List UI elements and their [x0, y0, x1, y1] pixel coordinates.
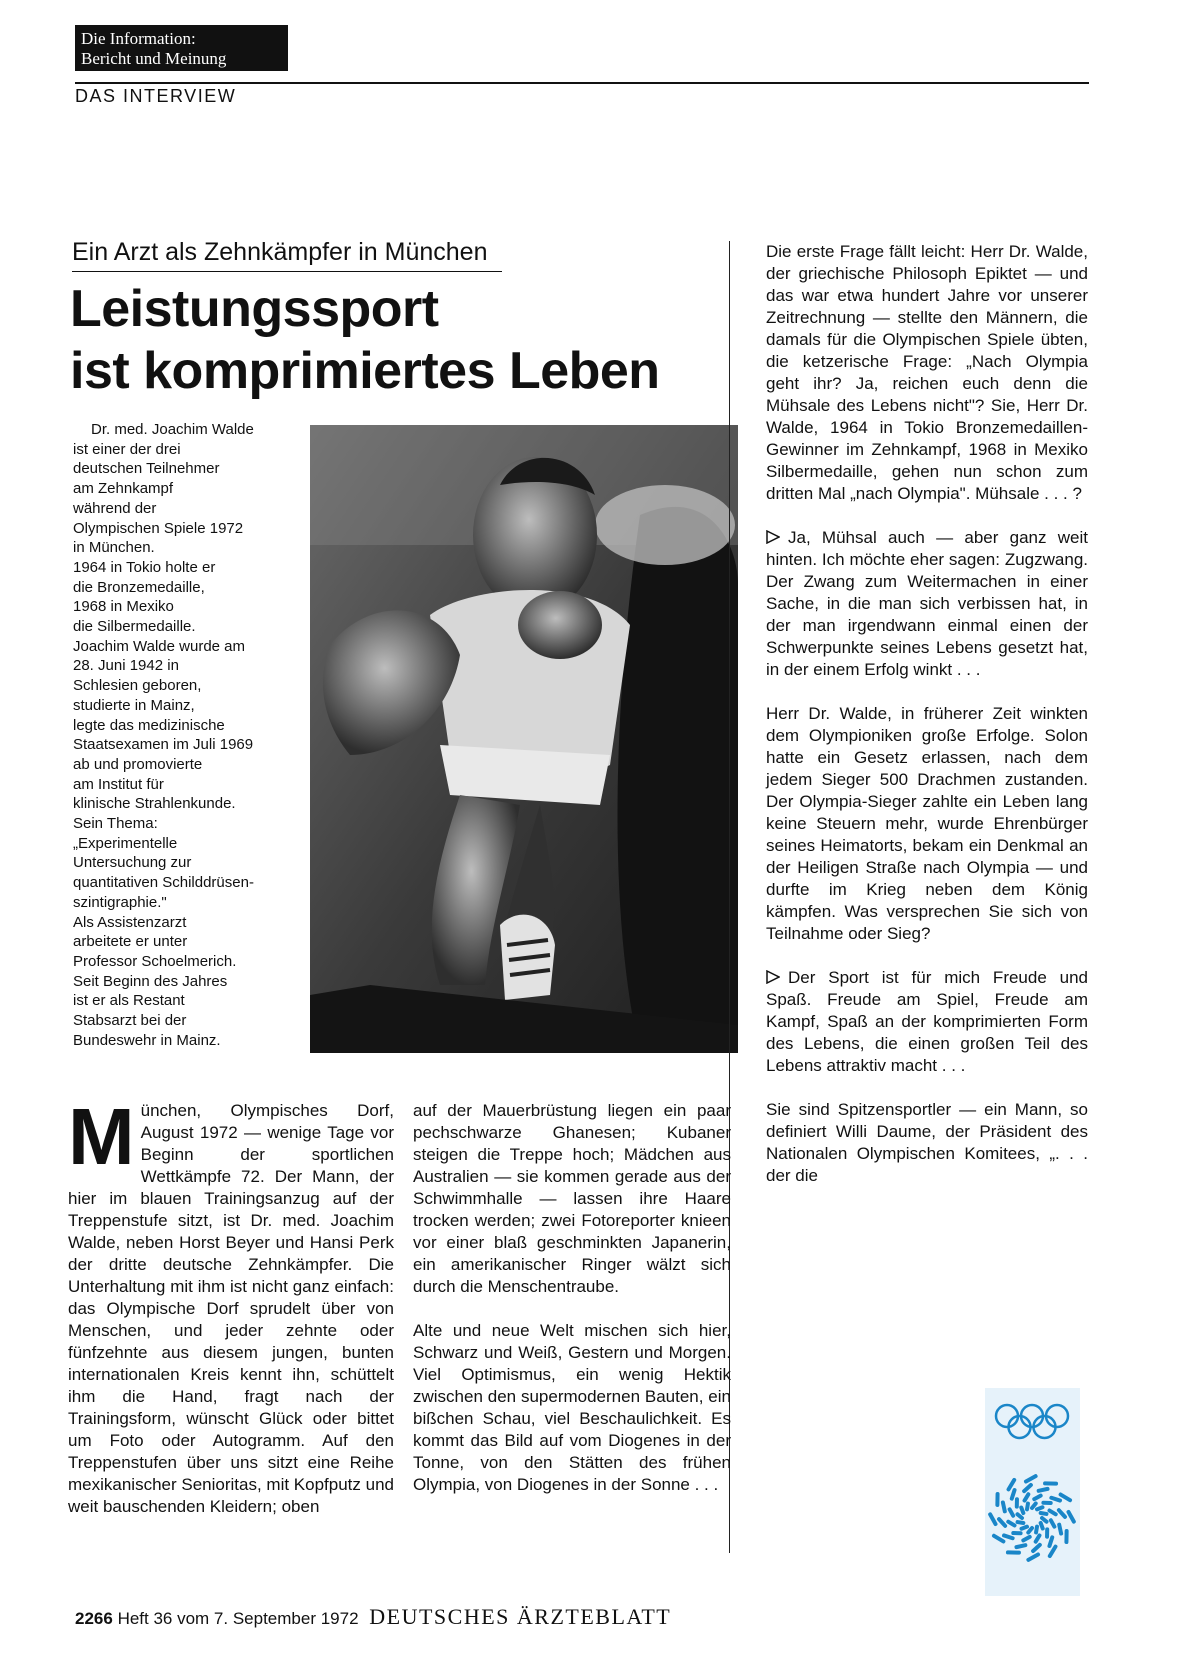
bio-line: Joachim Walde wurde am	[73, 637, 246, 655]
munich-1972-radiant-icon	[990, 1476, 1074, 1560]
bio-line: Als Assistenzarzt	[73, 913, 187, 931]
paragraph: ünchen, Olympisches Dorf, August 1972 — wenige Tage vor Beginn der sportlichen Wettkämpfe 72. Der Mann, der hier im blauen Trainingsanzug auf der Treppenstufe sitzt, ist Dr. med. Joachim Walde, neben Horst Beyer und Hansi Perk der dritte deutsche Zehnkämpfer. Die Unterhaltung mit ihm ist nicht ganz einfach: das Olympische Dorf sprudelt über von Menschen, und jeder zehnte oder fünfzehnte aus diesem jungen, bunten internationalen Kreis kennt ihn, schüttelt ihm die Hand, fragt nach der Trainingsform, wünscht Glück oder bittet um Foto oder Autogramm. Auf den Treppenstufen über uns sitzt eine Reihe mexikanischer Senioritas, mit Kopfputz und weit bauschenden Kleidern; oben	[68, 1101, 394, 1516]
bio-line: Untersuchung zur	[73, 854, 192, 872]
bio-line: Staatsexamen im Juli 1969	[73, 736, 254, 754]
bio-line: Professor Schoelmerich.	[73, 952, 237, 970]
bio-line: in München.	[73, 539, 155, 557]
bio-line: quantitativen Schilddrüsen-	[73, 874, 254, 892]
triangle-icon	[766, 530, 780, 544]
paragraph: auf der Mauerbrüstung liegen ein paar pechschwarze Ghanesen; Kubaner steigen die Treppe hoch; Mädchen aus Australien — sie kommen gerade aus der Schwimmhalle — lassen ihre Haare trocken werden; zwei Fotoreporter knieen vor einer blaß geschminkten Japanerin, ein amerikanischer Ringer wälzt sich durch die Menschentraube.	[413, 1101, 731, 1296]
page-footer	[75, 1604, 671, 1630]
bio-line: Dr. med. Joachim Walde	[91, 421, 254, 438]
answer: Der Sport ist für mich Freude und Spaß. Freude am Spiel, Freude am Kampf, Spaß an der komprimierten Form des Lebens, die einen großen Teil des Lebens attraktiv macht . . .	[766, 968, 1088, 1075]
badge-line-1: Die Information:	[81, 29, 196, 48]
question: Herr Dr. Walde, in früherer Zeit winkten dem Olympioniken große Erfolge. Solon hatte ein Gesetz erlassen, nach dem jedem Sieger 500 Drachmen zustanden. Der Olympia-Sieger zahlte ein Leben lang keine Steuern mehr, wurde Ehrenbürger seines Heimatorts, bekam ein Denkmal an der Heiligen Straße nach Olympia — und durfte im Krieg neben dem König kämpfen. Was versprechen Sie sich von Teilnahme oder Sieg?	[766, 704, 1088, 943]
bio-line: 1968 in Mexiko	[73, 598, 174, 616]
header-rule	[75, 82, 1089, 84]
bio-line: Seit Beginn des Jahres	[73, 972, 228, 990]
headline-line-2: ist komprimiertes Leben	[70, 342, 660, 400]
bio-line: ab und promovierte	[73, 755, 203, 773]
olympic-logo-panel	[985, 1388, 1080, 1596]
triangle-icon	[766, 970, 780, 984]
masthead: DEUTSCHES ÄRZTEBLATT	[369, 1604, 672, 1629]
kicker: Ein Arzt als Zehnkämpfer in München	[72, 238, 502, 272]
bio-line: Schlesien geboren,	[73, 677, 202, 695]
bio-line: szintigraphie."	[73, 893, 167, 911]
bio-line: legte das medizinische	[73, 716, 225, 734]
athlete-photo	[310, 425, 738, 1053]
headline-line-1: Leistungssport	[70, 280, 439, 338]
bio-line: „Experimentelle	[73, 834, 178, 852]
section-label: DAS INTERVIEW	[75, 86, 237, 106]
author-bio	[73, 420, 288, 1051]
paragraph: Alte und neue Welt mischen sich hier, Schwarz und Weiß, Gestern und Morgen. Viel Optimismus, ein wenig Hektik zwischen den supermodernen Bauten, ein bißchen Schau, viel Beschaulichkeit. Es kommt das Bild auf vom Diogenes in der Tonne, von den Stätten des frühen Olympia, von Diogenes in der Sonne . . .	[413, 1321, 731, 1494]
bio-line: studierte in Mainz,	[73, 696, 195, 714]
badge-line-2: Bericht und Meinung	[81, 49, 227, 68]
body-column-3	[766, 241, 1088, 1187]
bio-line: klinische Strahlenkunde.	[73, 795, 236, 813]
section-badge	[75, 25, 288, 71]
page-number: 2266	[75, 1609, 113, 1628]
bio-line: die Bronzemedaille,	[73, 578, 205, 596]
body-column-1	[68, 1092, 394, 1518]
headline	[70, 278, 660, 402]
question: Die erste Frage fällt leicht: Herr Dr. Walde, der griechische Philosoph Epiktet — und das war etwa hundert Jahre vor unserer Zeitrechnung — stellte den Männern, die damals für die Olympischen Spiele übten, die ketzerische Frage: „Nach Olympia geht ihr? Ja, reichen euch denn die Mühsale des Lebens nicht"? Sie, Herr Dr. Walde, 1964 in Tokio Bronzemedaillen-Gewinner im Zehnkampf, 1968 in Mexiko Silbermedaille, gehen nun schon zum dritten Mal „nach Olympia". Mühsale . . . ?	[766, 242, 1088, 503]
bio-line: 28. Juni 1942 in	[73, 657, 179, 675]
bio-line: Bundeswehr in Mainz.	[73, 1031, 221, 1049]
bio-line: die Silbermedaille.	[73, 618, 196, 636]
bio-line: Olympischen Spiele 1972	[73, 519, 244, 537]
issue-info: Heft 36 vom 7. September 1972	[117, 1609, 359, 1628]
answer: Ja, Mühsal auch — aber ganz weit hinten. Ich möchte eher sagen: Zugzwang. Der Zwang zum Weitermachen in einer Sache, in die man sich verbissen hat, in der man irgendwann einmal einen der Schwerpunkte seines Lebens gesetzt hat, in der einem Erfolg winkt . . .	[766, 528, 1088, 679]
drop-cap: M	[68, 1092, 135, 1181]
bio-line: während der	[73, 499, 157, 517]
bio-line: 1964 in Tokio holte er	[73, 558, 216, 576]
body-column-2	[413, 1100, 731, 1496]
bio-line: Sein Thema:	[73, 815, 158, 833]
bio-line: am Zehnkampf	[73, 480, 174, 498]
bio-line: arbeitete er unter	[73, 933, 188, 951]
bio-line: ist er als Restant	[73, 992, 185, 1010]
question: Sie sind Spitzensportler — ein Mann, so definiert Willi Daume, der Präsident des Nationalen Olympischen Komitees, „. . . der die	[766, 1100, 1088, 1185]
bio-line: deutschen Teilnehmer	[73, 460, 220, 478]
bio-line: am Institut für	[73, 775, 164, 793]
bio-line: ist einer der drei	[73, 440, 181, 458]
bio-line: Stabsarzt bei der	[73, 1012, 187, 1030]
olympic-rings-icon	[996, 1405, 1068, 1438]
